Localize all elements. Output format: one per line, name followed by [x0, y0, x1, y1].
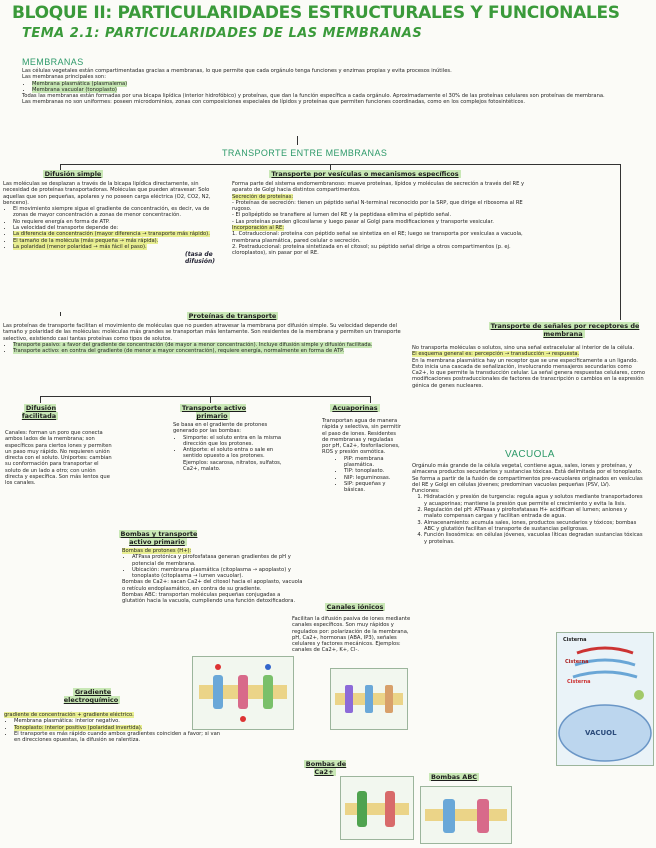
bombas-protones-figure: [192, 656, 294, 730]
vacuola-p1: Orgánulo más grande de la célula vegetal, contiene agua, sales, iones y proteínas, y almacena productos secundarios y sustancias tóxicas. Está delimitada por el tonoplasto. Se forma a partir de la fusión de compartimentos pre-vacuolares originados en vesículas del RE y Golgi en células jóvenes; predominan vacuolas pequeñas (PSV, LV).: [412, 463, 643, 488]
list-item: Membrana vacuolar (tonoplasto): [32, 86, 117, 93]
vesiculas-inc-2: 2. Postraduccional: proteína sintetizada en el citosol; su péptido señal dirige a otros compartimentos (p. ej. cloroplastos), sin pasar por el RE.: [232, 243, 511, 257]
bombas-title: Bombas y transporte activo primario: [120, 530, 198, 546]
list-item: • Membrana plasmática: interior negativo.: [14, 718, 226, 724]
list-item: • NIP: leguminosas.: [344, 475, 402, 481]
list-item: La polaridad (menor polaridad → más fácil el paso).: [13, 243, 147, 250]
proteinas-box: [3, 323, 403, 354]
list-item: • No requiere energía en forma de ATP.: [13, 219, 225, 225]
cisterna-label: Cisterna: [563, 637, 587, 643]
senales-p1: No transporta moléculas o solutos, sino una señal extracelular al interior de la célula.: [412, 345, 635, 351]
list-item: • TIP: tonoplasto.: [344, 468, 402, 474]
vacuola-funcs-list: [412, 494, 646, 544]
vacuola-figure: [556, 632, 654, 766]
vacuola-label: VACUOL: [585, 729, 617, 737]
golgi-vacuole-diagram-icon: [557, 633, 653, 765]
canales-figure: [330, 668, 408, 730]
membranas-p3: Las membranas no son uniformes: poseen microdominios, zonas con composiciones especiales de lípidos y proteínas que permiten funciones coordinadas, como en los complejos fotosintéticos.: [22, 99, 526, 106]
list-item: Función lisosómica: en células jóvenes, vacuolas líticas degradan sustancias tóxicas y proteínas.: [424, 532, 643, 545]
list-item: Almacenamiento: acumula sales, iones, productos secundarios y tóxicos; bombas ABC y glutatión facilitan el transporte de sustancias peligrosas.: [424, 519, 637, 532]
canales-ionicos-text: Facilitan la difusión pasiva de iones mediante canales específicos. Son muy rápidos y regulados por: polarización de la membrana, pH, Ca2+, hormonas (ABA, IP3), señales celulares y factores mecánicos. Ejemplos: canales de Ca2+, K+, Cl-.: [292, 616, 411, 654]
list-item: • El transporte es más rápido cuando ambos gradientes coinciden a favor; si van en direcciones opuestas, la difusión se ralentiza.: [14, 731, 226, 744]
bombas-abc-label: Bombas ABC: [430, 773, 478, 781]
difusion-simple-box: [3, 181, 225, 250]
cisterna-label: Cisterna: [567, 679, 591, 685]
senales-box: [412, 345, 646, 389]
vesiculas-sec-2: - El polipéptido se transfiere al lumen del RE y la peptidasa elimina el péptido señal.: [232, 212, 452, 219]
bombas-box: [122, 548, 304, 605]
list-item: • Antiporte: el soluto entra o sale en sentido opuesto a los protones. Ejemplos: sacarosa, nitratos, sulfatos, Ca2+, malato.: [183, 447, 283, 472]
bombas-ca: Bombas de Ca2+: sacan Ca2+ del citosol hacia el apoplasto, vacuola o retículo endoplasmático, en contra de su gradiente.: [122, 579, 303, 592]
vesiculas-sec-label: Secreción de proteínas:: [232, 193, 294, 200]
list-item: Regulación del pH: ATPasas y pirofosfatasas H+ acidifican el lumen; aniones y malato compensan cargas y facilitan entrada de agua.: [424, 507, 628, 520]
vacuola-heading: VACUOLA: [505, 449, 555, 460]
vesiculas-inc-label: Incorporación al RE:: [232, 225, 285, 232]
canales-ionicos-box: [292, 616, 412, 654]
calcium-pump-diagram-icon: [341, 777, 413, 839]
vacuola-box: [412, 463, 646, 545]
membranas-section: [22, 68, 634, 106]
membranas-p2: Todas las membranas están formadas por una bicapa lipídica (interior hidrofóbico) y proteínas, que dan la función específica a cada orgánulo. Aproximadamente el 30% de las proteínas celulares son proteínas de membrana.: [22, 93, 605, 100]
vacuola-funcs-label: Funciones:: [412, 488, 440, 495]
membranas-intro: Las células vegetales están compartimentadas gracias a membranas, lo que permite que cada orgánulo tenga funciones y enzimas propias y evita procesos inútiles.: [22, 68, 452, 74]
senales-p2: El esquema general es: percepción → transducción → respuesta.: [412, 351, 580, 358]
ion-channel-diagram-icon: [331, 669, 407, 729]
vesiculas-sec-3: - Las proteínas pueden glicosilarse y luego pasar al Golgi para modificaciones y transporte vesicular.: [232, 218, 494, 225]
membrane-diagram-icon: [193, 657, 293, 729]
list-item: • PIP: membrana plasmática.: [344, 456, 402, 469]
list-item: Hidratación y presión de turgencia: regula agua y solutos mediante transportadores y acuaporinas; mantiene la presión que permite el crecimiento y evita la lisis.: [424, 494, 643, 507]
electroquimico-line1: gradiente de concentración + gradiente eléctrico.: [4, 712, 134, 718]
acuaporinas-box: [322, 418, 402, 494]
difusion-simple-p1: Las moléculas se desplazan a través de la bicapa lipídica directamente, sin necesidad de proteínas transportadoras. Moléculas que pueden atravesar: Solo aquellas que son pequeñas, apolares y no poseen carga eléctrica (O2, CO2, N2, benceno).: [3, 181, 211, 206]
bombas-abc-figure: [420, 786, 512, 844]
vesiculas-box: [232, 181, 532, 257]
difusion-facilitada-text: Canales: forman un poro que conecta ambos lados de la membrana; son específicos para ciertos iones y permiten un paso muy rápido. No requieren unión directa con el soluto. Uniportes: cambian su conformación para transportar el soluto de un lado a otro; con unión directa y específica. Son más lentos que los canales.: [5, 430, 112, 487]
bombas-ca-label: Bombas de Ca2+: [305, 760, 347, 776]
proteinas-p1: Las proteínas de transporte facilitan el movimiento de moléculas que no pueden atravesar la membrana por difusión simple. Su velocidad depende del tamaño y polaridad de las moléculas: moléculas más grandes se transportan más lentamente. Son residentes de la membrana y permiten un transporte selectivo, existiendo casi tantas proteínas como tipos de solutos.: [3, 323, 401, 342]
difusion-facilitada-box: [5, 430, 115, 487]
electroquimico-title: Gradiente electroquímico: [63, 688, 119, 704]
membranas-heading: MEMBRANAS: [22, 57, 84, 67]
list-item: • ATPasa protónica y pirofosfatasa generan gradientes de pH y potencial de membrana.: [132, 554, 304, 567]
activo-primario-list: [173, 435, 283, 473]
activo-primario-text: Se basa en el gradiente de protones generado por las bombas:: [173, 422, 268, 435]
list-item: • Ubicación: membrana plasmática (citoplasma → apoplasto) y tonoplasto (citoplasma → lumen vacuolar).: [132, 567, 304, 580]
page-subtitle: TEMA 2.1: PARTICULARIDADES DE LAS MEMBRANAS: [22, 26, 423, 41]
list-item: El tamaño de la molécula (más pequeña → más rápida).: [13, 237, 159, 244]
bombas-list: [122, 554, 304, 579]
list-item: • El movimiento siempre sigue el gradiente de concentración, es decir, va de zonas de mayor concentración a zonas de menor concentración.: [13, 206, 225, 219]
list-item: Transporte activo: en contra del gradiente (de menor a mayor concentración), requiere energía, normalmente en forma de ATP.: [13, 348, 345, 355]
difusion-simple-title: Difusión simple: [44, 170, 102, 178]
bombas-abc: Bombas ABC: transportan moléculas pequeñas conjugadas a glutatión hacia la vacuola, cumpliendo una función detoxificadora.: [122, 592, 296, 605]
bombas-ca-figure: [340, 776, 414, 840]
acuaporinas-text: Transportan agua de manera rápida y selectiva, sin permitir el paso de iones. Residentes de membranas y reguladas por pH, Ca2+, fosforilaciones, ROS y presión osmótica.: [322, 418, 401, 456]
activo-primario-title: Transporte activo primario: [181, 404, 247, 420]
senales-title: Transporte de señales por receptores de membrana: [490, 322, 640, 338]
difusion-simple-list: [3, 206, 225, 250]
abc-pump-diagram-icon: [421, 787, 511, 843]
vesiculas-inc-1: 1. Cotraduccional: proteína con péptido señal se sintetiza en el RE; luego se transporta por vesículas a vacuola, membrana plasmática, pared celular o secreción.: [232, 231, 523, 244]
acuaporinas-title: Acuaporinas: [332, 404, 378, 412]
proteinas-title: Proteínas de transporte: [188, 312, 277, 320]
senales-p3: En la membrana plasmática hay un receptor que se une específicamente a un ligando. Esto inicia una cascada de señalización, involucrando mensajeros secundarios como Ca2+, lo que permite la transducción celular. La señal genera respuestas celulares, como modificaciones postraduccionales de factores de transcripción o cambios en la expresión génica de genes nucleares.: [412, 357, 646, 389]
vesiculas-sec-1: - Proteínas de secreción: tienen un péptido señal N-terminal reconocido por la SRP, que dirige el ribosoma al RE rugoso.: [232, 199, 523, 213]
list-item: • SIP: pequeñas y básicas.: [344, 481, 402, 494]
vesiculas-p1: Forma parte del sistema endomembranoso: mueve proteínas, lípidos y moléculas de secreción a través del RE y aparato de Golgi hacia distintos compartimentos.: [232, 181, 525, 194]
proteinas-list: [3, 342, 403, 355]
membranas-main-list: [22, 81, 634, 94]
tasa-difusion-note: (tasa de difusión): [185, 251, 215, 265]
membranas-main-label: Las membranas principales son:: [22, 74, 106, 81]
list-item: La diferencia de concentración (mayor diferencia → transporte más rápido).: [13, 231, 210, 238]
bombas-text: Bombas de protones (H+):: [122, 548, 192, 554]
list-item: • La velocidad del transporte depende de:: [13, 225, 225, 231]
difusion-facilitada-title: Difusión facilitada: [21, 404, 57, 420]
list-item: Membrana plasmática (plasmalema): [32, 80, 128, 87]
page-title: BLOQUE II: PARTICULARIDADES ESTRUCTURALES Y FUNCIONALES: [12, 3, 620, 23]
acuaporinas-list: [322, 456, 402, 494]
transporte-heading: TRANSPORTE ENTRE MEMBRANAS: [222, 148, 388, 158]
cisterna-label: Cisterna: [565, 659, 589, 665]
list-item: • Simporte: el soluto entra en la misma dirección que los protones.: [183, 435, 283, 448]
canales-ionicos-title: Canales iónicos: [326, 603, 384, 611]
list-item: Tonoplasto: interior positivo (polaridad invertida).: [14, 724, 143, 731]
list-item: Transporte pasivo: a favor del gradiente de concentración (de mayor a menor concentración). Incluye difusión simple y difusión facilitada.: [13, 341, 373, 348]
activo-primario-box: [173, 422, 283, 472]
vesiculas-title: Transporte por vesículas o mecanismos específicos: [271, 170, 459, 178]
